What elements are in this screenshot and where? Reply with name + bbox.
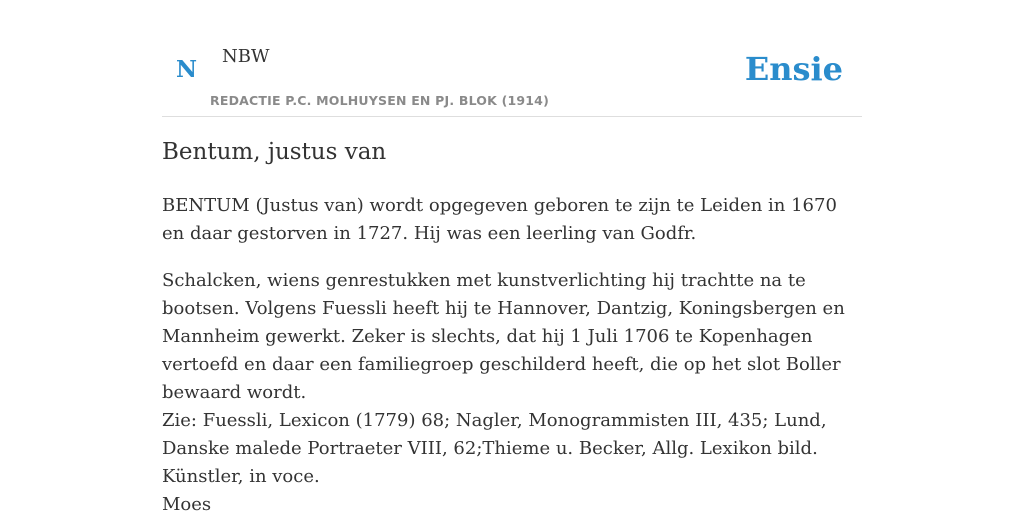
ensie-logo[interactable]: Ensie: [744, 50, 843, 88]
site-header: [162, 0, 862, 117]
source-logo[interactable]: N: [176, 56, 198, 83]
author-signature: Moes: [162, 494, 212, 512]
article-paragraph: Schalcken, wiens genrestukken met kunstverlichting hij trachtte na te bootsen. Volgens Fuessli heeft hij te Hannover, Dantzig, Koningsbergen en Mannheim gewerkt. Zeker is slechts, dat hij 1 Juli 1706 te Kopenhagen vertoefd en daar een familiegroep geschilderd heeft, die op het slot Boller bewaard wordt.: [162, 270, 845, 403]
edition-subtitle: REDACTIE P.C. MOLHUYSEN EN PJ. BLOK (1914): [210, 93, 549, 108]
article-title: Bentum, justus van: [162, 139, 387, 165]
references-paragraph: Zie: Fuessli, Lexicon (1779) 68; Nagler, Monogrammisten III, 435; Lund, Danske malede Portraeter VIII, 62;Thieme u. Becker, Allg. Lexikon bild. Künstler, in voce.: [162, 410, 827, 487]
article-paragraph: BENTUM (Justus van) wordt opgegeven geboren te zijn te Leiden in 1670 en daar gestorven in 1727. Hij was een leerling van Godfr.: [162, 195, 837, 244]
source-name[interactable]: NBW: [222, 46, 270, 67]
